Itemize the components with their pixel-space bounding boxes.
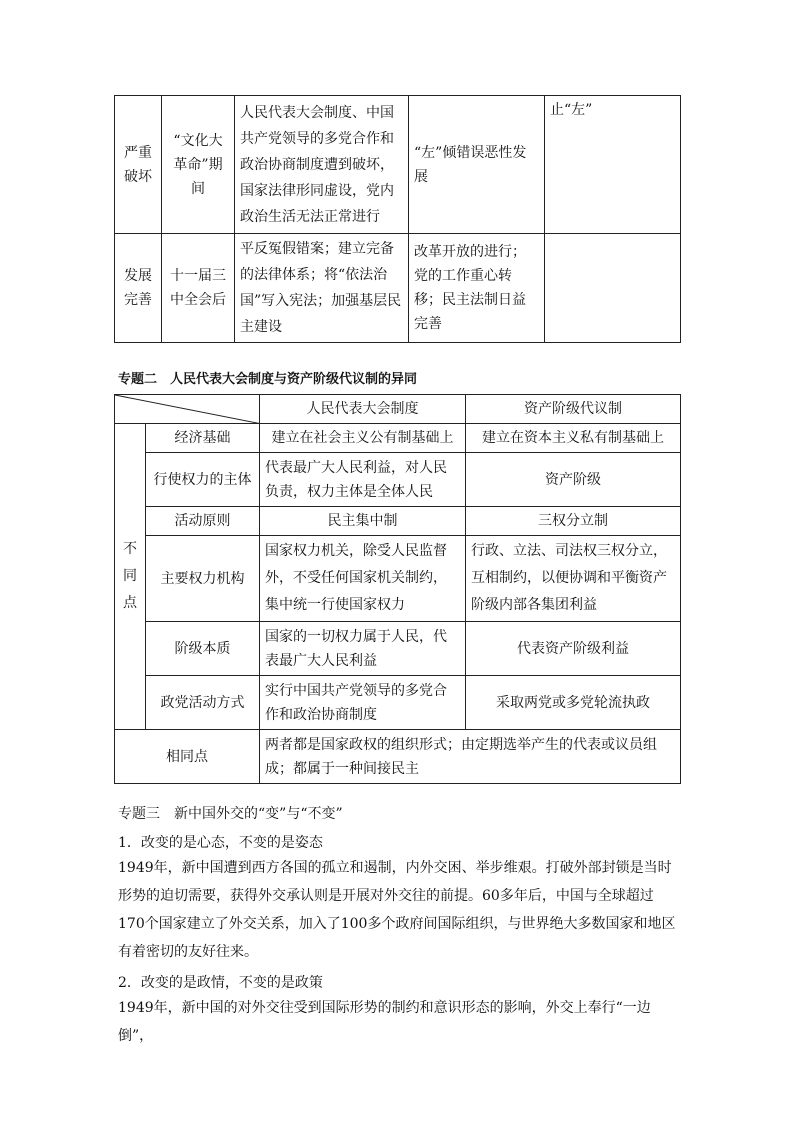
section-heading: 专题三 新中国外交的“变”与“不变” [118, 806, 343, 822]
diff-label [115, 424, 146, 730]
cell-a: 建立在社会主义公有制基础上 [260, 424, 466, 453]
column-header-b: 资产阶级代议制 [466, 395, 681, 424]
content-cell: 平反冤假错案；建立完备的法律体系；将“依法治国”写入宪法；加强基层民主建设 [235, 234, 409, 343]
period-cell: “文化大革命”期间 [162, 96, 235, 234]
history-stage-table [114, 95, 681, 343]
table-row [115, 96, 681, 234]
cell-b: 建立在资本主义私有制基础上 [466, 424, 681, 453]
cell-b: 行政、立法、司法权三权分立，互相制约，以便协调和平衡资产阶级内部各集团利益 [466, 536, 681, 622]
cell-b: 资产阶级 [466, 453, 681, 507]
table-row [115, 234, 681, 343]
table-row [115, 730, 681, 784]
comparison-table [114, 394, 681, 784]
table-row [115, 622, 681, 676]
paragraph-1: 1949年，新中国遭到西方各国的孤立和遏制，内外交困、举步维艰。打破外部封锁是当时形势的迫切需要，获得外交承认则是开展对外交往的前提。60多年后，中国与全球超过170个国家建立了外交关系，加入了100多个政府间国际组织，与世界绝大多数国家和地区有着密切的友好往来。 [118, 860, 676, 960]
row-label: 行使权力的主体 [146, 453, 260, 507]
table-row [115, 424, 681, 453]
subheading-1: 1．改变的是心态，不变的是姿态 [118, 835, 323, 851]
table-row [115, 536, 681, 622]
column-header-a: 人民代表大会制度 [260, 395, 466, 424]
stage-cell: 发展完善 [115, 234, 162, 343]
paragraph-2: 1949年，新中国的对外交往受到国际形势的制约和意识形态的影响，外交上奉行“一边倒”， [118, 1000, 651, 1044]
extra-cell [545, 234, 681, 343]
stage-cell: 严重破坏 [115, 96, 162, 234]
content-cell: 人民代表大会制度、中国共产党领导的多党合作和政治协商制度遭到破坏，国家法律形同虚设，党内政治生活无法正常进行 [235, 96, 409, 234]
extra-cell: 止“左” [545, 96, 681, 234]
cell-a: 实行中国共产党领导的多党合作和政治协商制度 [260, 676, 466, 730]
cell-b: 采取两党或多党轮流执政 [466, 676, 681, 730]
feature-cell: 改革开放的进行；党的工作重心转移；民主法制日益完善 [409, 234, 545, 343]
cell-b: 代表资产阶级利益 [466, 622, 681, 676]
cell-a: 国家权力机关，除受人民监督外，不受任何国家机关制约，集中统一行使国家权力 [260, 536, 466, 622]
cell-a: 代表最广大人民利益，对人民负责，权力主体是全体人民 [260, 453, 466, 507]
subheading-2: 2．改变的是政情，不变的是政策 [118, 975, 323, 991]
cell-a: 民主集中制 [260, 507, 466, 536]
row-label: 主要权力机构 [146, 536, 260, 622]
table-header-row [115, 395, 681, 424]
cell-a: 国家的一切权力属于人民，代表最广大人民利益 [260, 622, 466, 676]
diagonal-line [115, 395, 262, 424]
row-label: 经济基础 [146, 424, 260, 453]
period-cell: 十一届三中全会后 [162, 234, 235, 343]
section-heading: 专题二 人民代表大会制度与资产阶级代议制的异同 [118, 372, 418, 387]
same-text: 两者都是国家政权的组织形式；由定期选举产生的代表或议员组成；都属于一种间接民主 [260, 730, 681, 784]
diff-label-text: 不同点 [123, 541, 137, 611]
table-row [115, 453, 681, 507]
table-row [115, 676, 681, 730]
diagonal-header-cell [115, 395, 260, 424]
cell-b: 三权分立制 [466, 507, 681, 536]
row-label: 阶级本质 [146, 622, 260, 676]
same-label: 相同点 [115, 730, 260, 784]
row-label: 活动原则 [146, 507, 260, 536]
feature-cell: “左”倾错误恶性发展 [409, 96, 545, 234]
row-label: 政党活动方式 [146, 676, 260, 730]
table-row [115, 507, 681, 536]
